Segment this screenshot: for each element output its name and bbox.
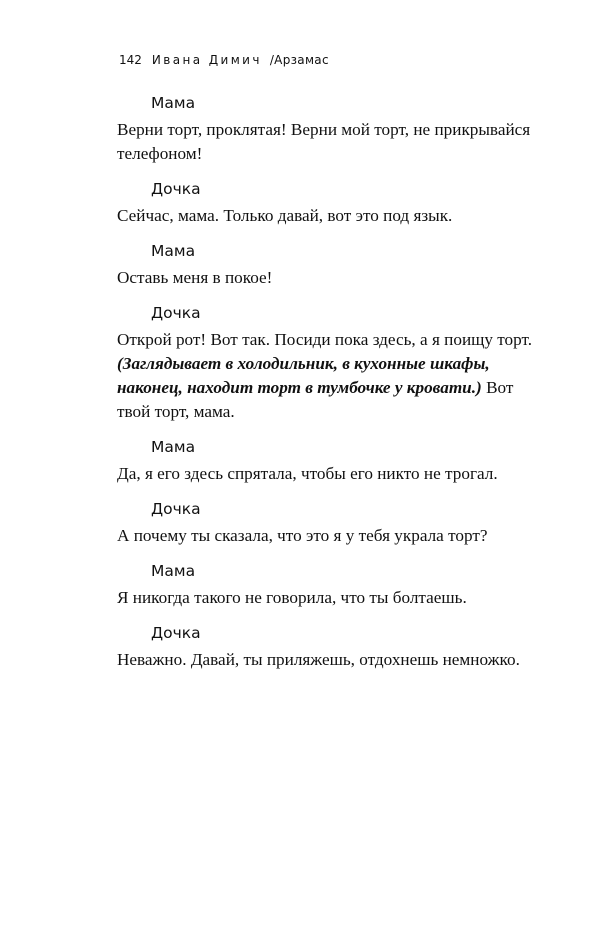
dialogue-line: Да, я его здесь спрятала, чтобы его никто не трогал.	[117, 464, 498, 483]
speaker-name: Мама	[151, 94, 196, 112]
dialogue-text: Вот твой торт, мама.	[117, 378, 514, 421]
play-text	[117, 93, 542, 685]
author-name: Ивана Димич	[151, 53, 262, 67]
speaker-name: Дочка	[151, 304, 201, 322]
running-header	[119, 52, 329, 68]
dialogue-line: Оставь меня в покое!	[117, 268, 273, 287]
dialogue-line: Верни торт, проклятая! Верни мой торт, не прикрывайся телефоном!	[117, 120, 531, 163]
dialogue-line: Неважно. Давай, ты приляжешь, отдохнешь немножко.	[117, 650, 520, 669]
dialogue-line: Сейчас, мама. Только давай, вот это под язык.	[117, 206, 453, 225]
speaker-name: Мама	[151, 562, 196, 580]
dialogue-line: Я никогда такого не говорила, что ты болтаешь.	[117, 588, 467, 607]
dialogue-line	[117, 328, 542, 424]
speaker-name: Дочка	[151, 624, 201, 642]
speaker-name: Мама	[151, 242, 196, 260]
dialogue-block	[117, 623, 542, 672]
dialogue-block	[117, 93, 542, 166]
publisher-name: /Арзамас	[269, 53, 329, 67]
dialogue-line: А почему ты сказала, что это я у тебя украла торт?	[117, 526, 488, 545]
dialogue-block	[117, 241, 542, 290]
dialogue-text: Открой рот! Вот так. Посиди пока здесь, а я поищу торт.	[117, 330, 533, 349]
stage-direction: (Заглядывает в холодильник, в кухонные шкафы, наконец, находит торт в тумбочке у кровати.)	[117, 354, 490, 397]
dialogue-block	[117, 303, 542, 424]
dialogue-block	[117, 499, 542, 548]
speaker-name: Мама	[151, 438, 196, 456]
dialogue-block	[117, 437, 542, 486]
page-number: 142	[119, 53, 142, 67]
speaker-name: Дочка	[151, 180, 201, 198]
dialogue-block	[117, 561, 542, 610]
dialogue-block	[117, 179, 542, 228]
speaker-name: Дочка	[151, 500, 201, 518]
